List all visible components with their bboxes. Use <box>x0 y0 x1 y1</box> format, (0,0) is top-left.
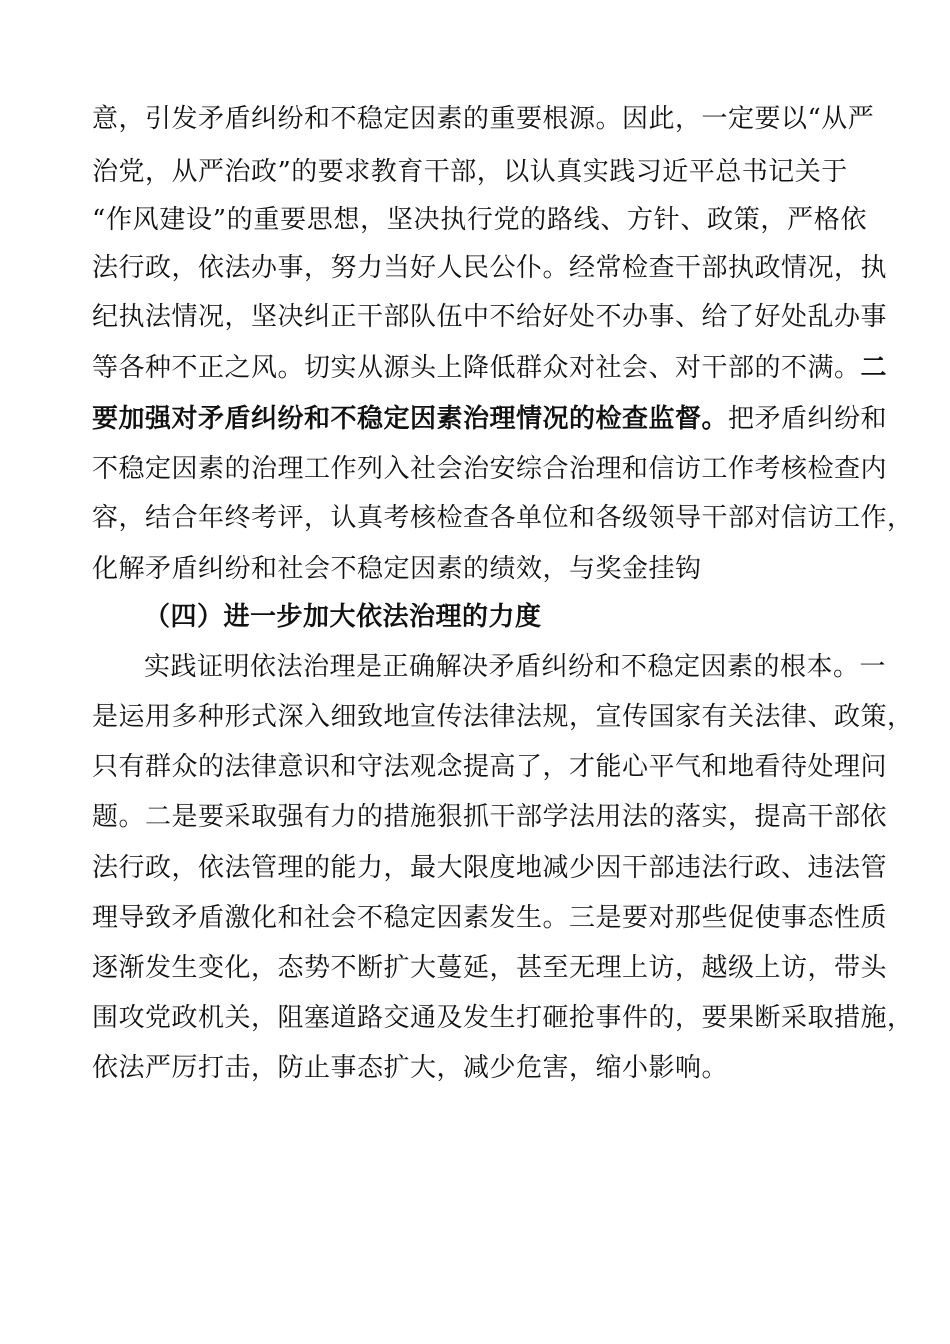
text-line-7-bold: 要加强对矛盾纠纷和不稳定因素治理情况的检查监督。 <box>92 404 729 434</box>
text-line-5: 纪执法情况，坚决纠正干部队伍中不给好处不办事、给了好处乱办事 <box>92 302 888 332</box>
text-line-10: 化解矛盾纠纷和社会不稳定因素的绩效，与奖金挂钩 <box>92 554 702 584</box>
section-heading: （四）进一步加大依法治理的力度 <box>144 602 542 632</box>
text-line-3: “作风建设”的重要思想，坚决执行党的路线、方针、政策，严格依 <box>92 205 867 235</box>
text-line-11: 实践证明依法治理是正确解决矛盾纠纷和不稳定因素的根本。一 <box>144 652 887 682</box>
text-line-2: 治党，从严治政”的要求教育干部，以认真实践习近平总书记关于 <box>92 157 848 187</box>
text-line-6-bold: 二 <box>860 353 888 383</box>
text-line-7 <box>92 404 887 434</box>
text-line-19: 依法严厉打击，防止事态扩大，减少危害，缩小影响。 <box>92 1053 729 1083</box>
text-line-16: 理导致矛盾激化和社会不稳定因素发生。三是要对那些促使事态性质 <box>92 903 888 933</box>
text-line-15: 法行政，依法管理的能力，最大限度地减少因干部违法行政、违法管 <box>92 853 888 883</box>
text-line-6-normal: 等各种不正之风。切实从源头上降低群众对社会、对干部的不满。 <box>92 353 861 383</box>
text-line-8: 不稳定因素的治理工作列入社会治安综合治理和信访工作考核检查内 <box>92 454 888 484</box>
text-line-18: 围攻党政机关，阻塞道路交通及发生打砸抢事件的，要果断采取措施， <box>92 1003 914 1033</box>
text-line-1: 意，引发矛盾纠纷和不稳定因素的重要根源。因此，一定要以“从严 <box>92 104 875 134</box>
text-line-4: 法行政，依法办事，努力当好人民公仆。经常检查干部执政情况，执 <box>92 253 888 283</box>
text-line-6 <box>92 353 887 383</box>
text-line-13: 只有群众的法律意识和守法观念提高了，才能心平气和地看待处理问 <box>92 752 888 782</box>
text-line-7-normal: 把矛盾纠纷和 <box>728 404 888 434</box>
text-line-12: 是运用多种形式深入细致地宣传法律法规，宣传国家有关法律、政策， <box>92 702 914 732</box>
text-line-14: 题。二是要采取强有力的措施狠抓干部学法用法的落实，提高干部依 <box>92 802 888 832</box>
text-line-17: 逐渐发生变化，态势不断扩大蔓延，甚至无理上访，越级上访，带头 <box>92 953 888 983</box>
text-line-9: 容，结合年终考评，认真考核检查各单位和各级领导干部对信访工作， <box>92 503 914 533</box>
